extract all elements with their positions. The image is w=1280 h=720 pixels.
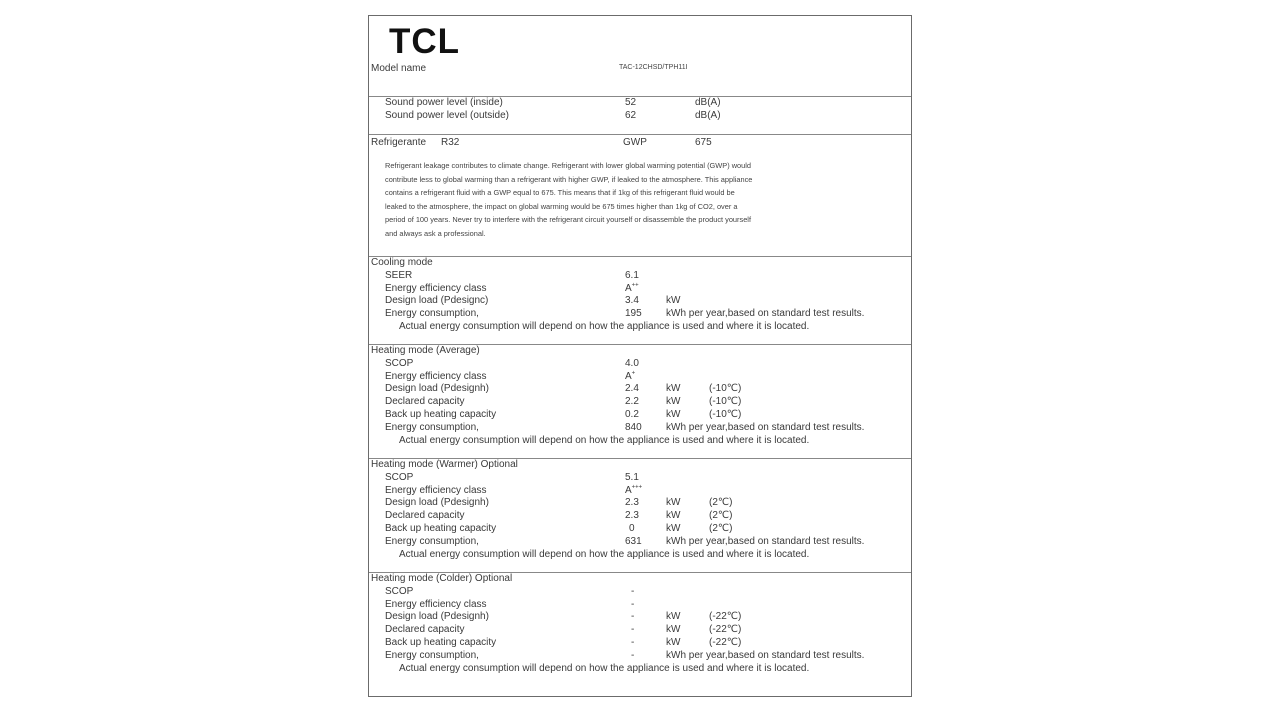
refrigerant-text-line: and always ask a professional. [385, 228, 486, 238]
pdesignc-label: Design load (Pdesignc) [385, 295, 489, 307]
scop-label: SCOP [385, 357, 414, 369]
gwp-value: 675 [695, 137, 712, 148]
heating-average-title: Heating mode (Average) [371, 345, 480, 356]
refrigerant-text-line: contains a refrigerant fluid with a GWP equal to 675. This means that if 1kg of this refrigerant fluid would be [385, 188, 735, 198]
heating-colder-note: Actual energy consumption will depend on how the appliance is used and where it is located. [399, 662, 810, 674]
heating-average-row [369, 422, 911, 435]
cooling-note: Actual energy consumption will depend on how the appliance is used and where it is located. [399, 321, 810, 332]
model-name-label: Model name [371, 63, 427, 74]
backup-capacity-unit: kW [666, 523, 681, 534]
energy-consumption-label: Energy consumption, [385, 421, 479, 433]
efficiency-class-label: Energy efficiency class [385, 484, 487, 496]
refrigerant-value: R32 [441, 137, 460, 148]
heating-warmer-note: Actual energy consumption will depend on how the appliance is used and where it is located. [399, 548, 810, 560]
efficiency-class-label: Energy efficiency class [385, 598, 487, 610]
declared-capacity-value: 2.3 [625, 510, 639, 522]
scop-value: 4.0 [625, 357, 639, 369]
cooling-energy-value: 195 [625, 308, 642, 320]
backup-capacity-temp: (-10℃) [709, 409, 742, 420]
heating-warmer-row [369, 510, 911, 523]
efficiency-class-value: A+++ [625, 484, 643, 496]
heating-colder-row [369, 650, 911, 663]
energy-consumption-value: 631 [625, 535, 642, 547]
refrigerant-text-line: Refrigerant leakage contributes to climate change. Refrigerant with lower global warming potential (GWP) would [385, 161, 752, 170]
pdesignc-value: 3.4 [625, 295, 639, 307]
heating-warmer-row [369, 472, 911, 485]
energy-label-sheet [368, 15, 912, 697]
sound-row-inside [369, 97, 911, 110]
sound-section [369, 96, 911, 135]
pdesignh-temp: (-22℃) [709, 611, 742, 623]
pdesignh-unit: kW [666, 611, 681, 623]
backup-capacity-temp: (-22℃) [709, 637, 742, 648]
backup-capacity-unit: kW [666, 409, 681, 420]
cooling-energy-label: Energy consumption, [385, 308, 479, 320]
scop-value: 5.1 [625, 471, 639, 483]
pdesignc-unit: kW [666, 295, 681, 307]
declared-capacity-label: Declared capacity [385, 624, 465, 636]
declared-capacity-temp: (-22℃) [709, 624, 742, 636]
backup-capacity-value: - [631, 637, 635, 648]
heating-colder-section [369, 572, 911, 697]
sound-inside-value: 52 [625, 97, 637, 108]
refrigerant-text-line: period of 100 years. Never try to interfere with the refrigerant circuit yourself or disassemble the product yourself [385, 215, 752, 225]
pdesignh-label: Design load (Pdesignh) [385, 383, 489, 395]
heating-warmer-title: Heating mode (Warmer) Optional [371, 459, 518, 470]
sound-outside-label: Sound power level (outside) [385, 109, 509, 121]
heating-colder-row [369, 624, 911, 637]
declared-capacity-temp: (-10℃) [709, 396, 742, 408]
heating-colder-row [369, 611, 911, 624]
cooling-title-row [369, 257, 911, 270]
energy-consumption-label: Energy consumption, [385, 649, 479, 661]
heating-average-row [369, 371, 911, 384]
cooling-energy-unit: kWh per year,based on standard test results. [666, 308, 865, 320]
cooling-section [369, 256, 911, 345]
refrigerant-paragraph [385, 159, 855, 241]
cooling-efficiency-class-value: A++ [625, 282, 639, 294]
heating-average-row [369, 383, 911, 396]
efficiency-class-value: A+ [625, 370, 636, 382]
scop-value: - [631, 585, 635, 597]
pdesignh-label: Design load (Pdesignh) [385, 497, 489, 509]
declared-capacity-value: 2.2 [625, 396, 639, 408]
energy-consumption-unit: kWh per year,based on standard test results. [666, 535, 865, 547]
sound-outside-unit: dB(A) [695, 109, 721, 121]
declared-capacity-label: Declared capacity [385, 396, 465, 408]
declared-capacity-unit: kW [666, 510, 681, 522]
backup-capacity-label: Back up heating capacity [385, 637, 497, 648]
heating-average-row [369, 409, 911, 422]
efficiency-class-label: Energy efficiency class [385, 370, 487, 382]
heating-average-note: Actual energy consumption will depend on how the appliance is used and where it is located. [399, 434, 810, 446]
backup-capacity-label: Back up heating capacity [385, 523, 497, 534]
energy-consumption-value: - [631, 649, 635, 661]
backup-capacity-unit: kW [666, 637, 681, 648]
scop-label: SCOP [385, 585, 414, 597]
model-name-value: TAC-12CHSD/TPH11I [619, 64, 688, 71]
energy-consumption-unit: kWh per year,based on standard test results. [666, 649, 865, 661]
heating-warmer-row [369, 497, 911, 510]
cooling-efficiency-class-label: Energy efficiency class [385, 282, 487, 294]
declared-capacity-value: - [631, 624, 635, 636]
cooling-row [369, 270, 911, 283]
energy-consumption-unit: kWh per year,based on standard test results. [666, 421, 865, 433]
heating-average-section [369, 344, 911, 459]
declared-capacity-label: Declared capacity [385, 510, 465, 522]
pdesignh-value: 2.4 [625, 383, 639, 395]
pdesignh-value: 2.3 [625, 497, 639, 509]
scop-label: SCOP [385, 471, 414, 483]
pdesignh-temp: (-10℃) [709, 383, 742, 395]
heating-warmer-row [369, 536, 911, 549]
backup-capacity-value: 0.2 [625, 409, 639, 420]
heating-warmer-row [369, 523, 911, 536]
energy-consumption-value: 840 [625, 421, 642, 433]
refrigerant-text-line: leaked to the atmosphere, the impact on global warming would be 675 times higher than 1kg of CO2, over a [385, 201, 738, 211]
brand-logo: TCL [389, 22, 461, 61]
refrigerant-label: Refrigerante [371, 137, 427, 148]
sound-outside-value: 62 [625, 109, 637, 121]
refrigerant-section [369, 134, 911, 257]
header-section [369, 16, 911, 96]
heating-colder-title: Heating mode (Colder) Optional [371, 573, 513, 584]
refrigerant-row [369, 137, 911, 150]
seer-label: SEER [385, 269, 413, 281]
cooling-row [369, 283, 911, 296]
refrigerant-text-line: contribute less to global warming than a refrigerant with higher GWP, if leaked to the atmosphere. This appliance [385, 174, 753, 184]
backup-capacity-label: Back up heating capacity [385, 409, 497, 420]
energy-consumption-label: Energy consumption, [385, 535, 479, 547]
pdesignh-unit: kW [666, 497, 681, 509]
heating-warmer-section [369, 458, 911, 573]
efficiency-class-value: - [631, 598, 635, 610]
pdesignh-label: Design load (Pdesignh) [385, 611, 489, 623]
sound-inside-label: Sound power level (inside) [385, 97, 503, 108]
pdesignh-temp: (2℃) [709, 497, 733, 509]
declared-capacity-unit: kW [666, 624, 681, 636]
heating-colder-row [369, 637, 911, 650]
gwp-label: GWP [623, 137, 647, 148]
cooling-title: Cooling mode [371, 257, 433, 268]
sound-inside-unit: dB(A) [695, 97, 721, 108]
cooling-row [369, 308, 911, 321]
cooling-note-row [369, 321, 911, 334]
backup-capacity-temp: (2℃) [709, 523, 733, 534]
heating-warmer-row [369, 485, 911, 498]
pdesignh-value: - [631, 611, 635, 623]
declared-capacity-unit: kW [666, 396, 681, 408]
sound-row-outside [369, 110, 911, 123]
seer-value: 6.1 [625, 269, 639, 281]
heating-colder-row [369, 599, 911, 612]
backup-capacity-value: 0 [629, 523, 635, 534]
declared-capacity-temp: (2℃) [709, 510, 733, 522]
heating-average-row [369, 396, 911, 409]
cooling-row [369, 295, 911, 308]
heating-colder-row [369, 586, 911, 599]
heating-average-row [369, 358, 911, 371]
pdesignh-unit: kW [666, 383, 681, 395]
